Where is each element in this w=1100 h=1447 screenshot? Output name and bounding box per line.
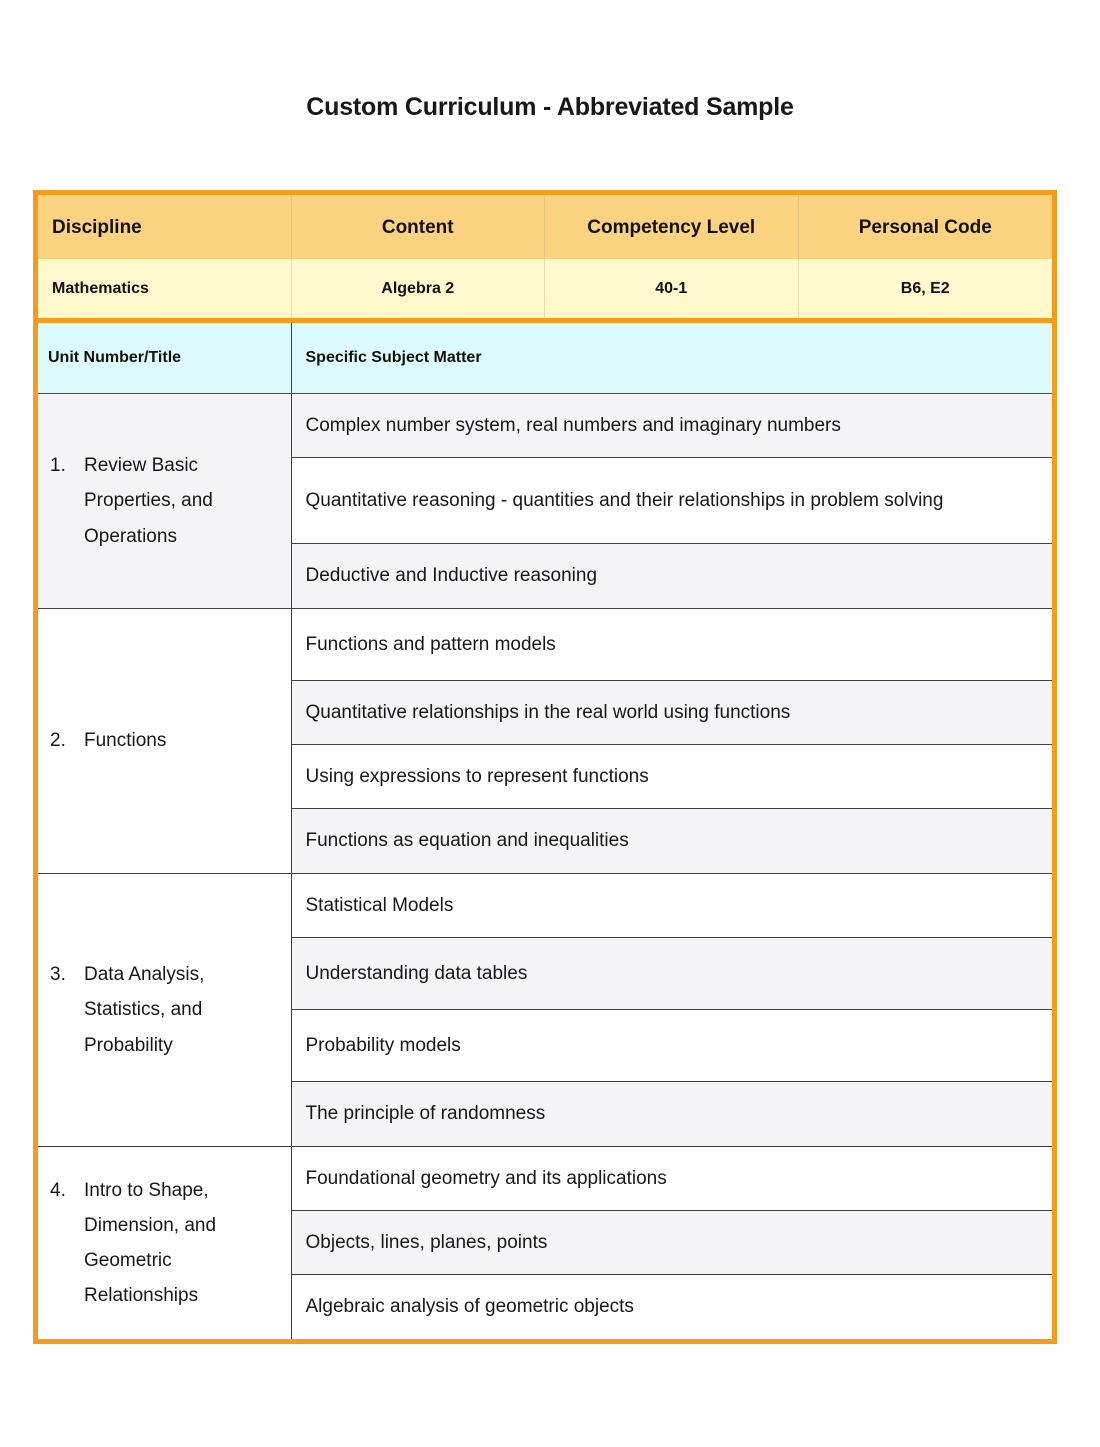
column-header-content: Content [292,195,546,259]
value-personal-code: B6, E2 [900,280,950,297]
subject-row: Quantitative relationships in the real world using functions [292,681,1053,745]
unit-label-cell [38,609,292,873]
column-header-specific-subject-matter: Specific Subject Matter [305,349,482,366]
subject-row: Objects, lines, planes, points [292,1211,1053,1275]
subject-list [292,1147,1053,1339]
subject-list [292,874,1053,1146]
unit-number: 2. [50,730,66,752]
subject-row: Algebraic analysis of geometric objects [292,1275,1053,1339]
unit-block [38,394,1052,609]
page-title: Custom Curriculum - Abbreviated Sample [306,93,794,121]
subject-row: Complex number system, real numbers and imaginary numbers [292,394,1053,458]
subject-row: Functions and pattern models [292,609,1053,681]
unit-block [38,1147,1052,1339]
subject-row: Statistical Models [292,874,1053,938]
subject-row: Functions as equation and inequalities [292,809,1053,873]
subject-row: Understanding data tables [292,938,1053,1010]
unit-title: Functions [84,730,167,752]
unit-number: 4. [50,1179,66,1201]
value-competency-level: 40-1 [545,259,799,318]
unit-title: Intro to Shape, Dimension, and Geometric Relationships [84,1179,217,1307]
subject-row: Deductive and Inductive reasoning [292,544,1053,608]
meta-header-row [38,195,1052,259]
column-header-personal-code: Personal Code [858,217,992,238]
column-header-discipline: Discipline [38,195,292,259]
curriculum-table [33,190,1057,1344]
column-header-competency-level: Competency Level [545,195,799,259]
unit-header-row [38,323,1052,394]
unit-title: Data Analysis, Statistics, and Probability [84,964,205,1056]
meta-value-row [38,259,1052,323]
unit-label-cell [38,394,292,608]
unit-number: 1. [50,455,66,477]
column-header-unit-number-title: Unit Number/Title [38,323,292,393]
value-content: Algebra 2 [292,259,546,318]
unit-block [38,609,1052,874]
unit-label-cell [38,874,292,1146]
unit-number: 3. [50,964,66,986]
unit-label-cell [38,1147,292,1339]
subject-row: Using expressions to represent functions [292,745,1053,809]
value-discipline: Mathematics [38,259,292,318]
subject-row: Probability models [292,1010,1053,1082]
subject-row: Quantitative reasoning - quantities and their relationships in problem solving [292,458,1053,544]
unit-title: Review Basic Properties, and Operations [84,455,213,547]
subject-list [292,394,1053,608]
subject-row: The principle of randomness [292,1082,1053,1146]
subject-row: Foundational geometry and its applications [292,1147,1053,1211]
subject-list [292,609,1053,873]
unit-block [38,874,1052,1147]
